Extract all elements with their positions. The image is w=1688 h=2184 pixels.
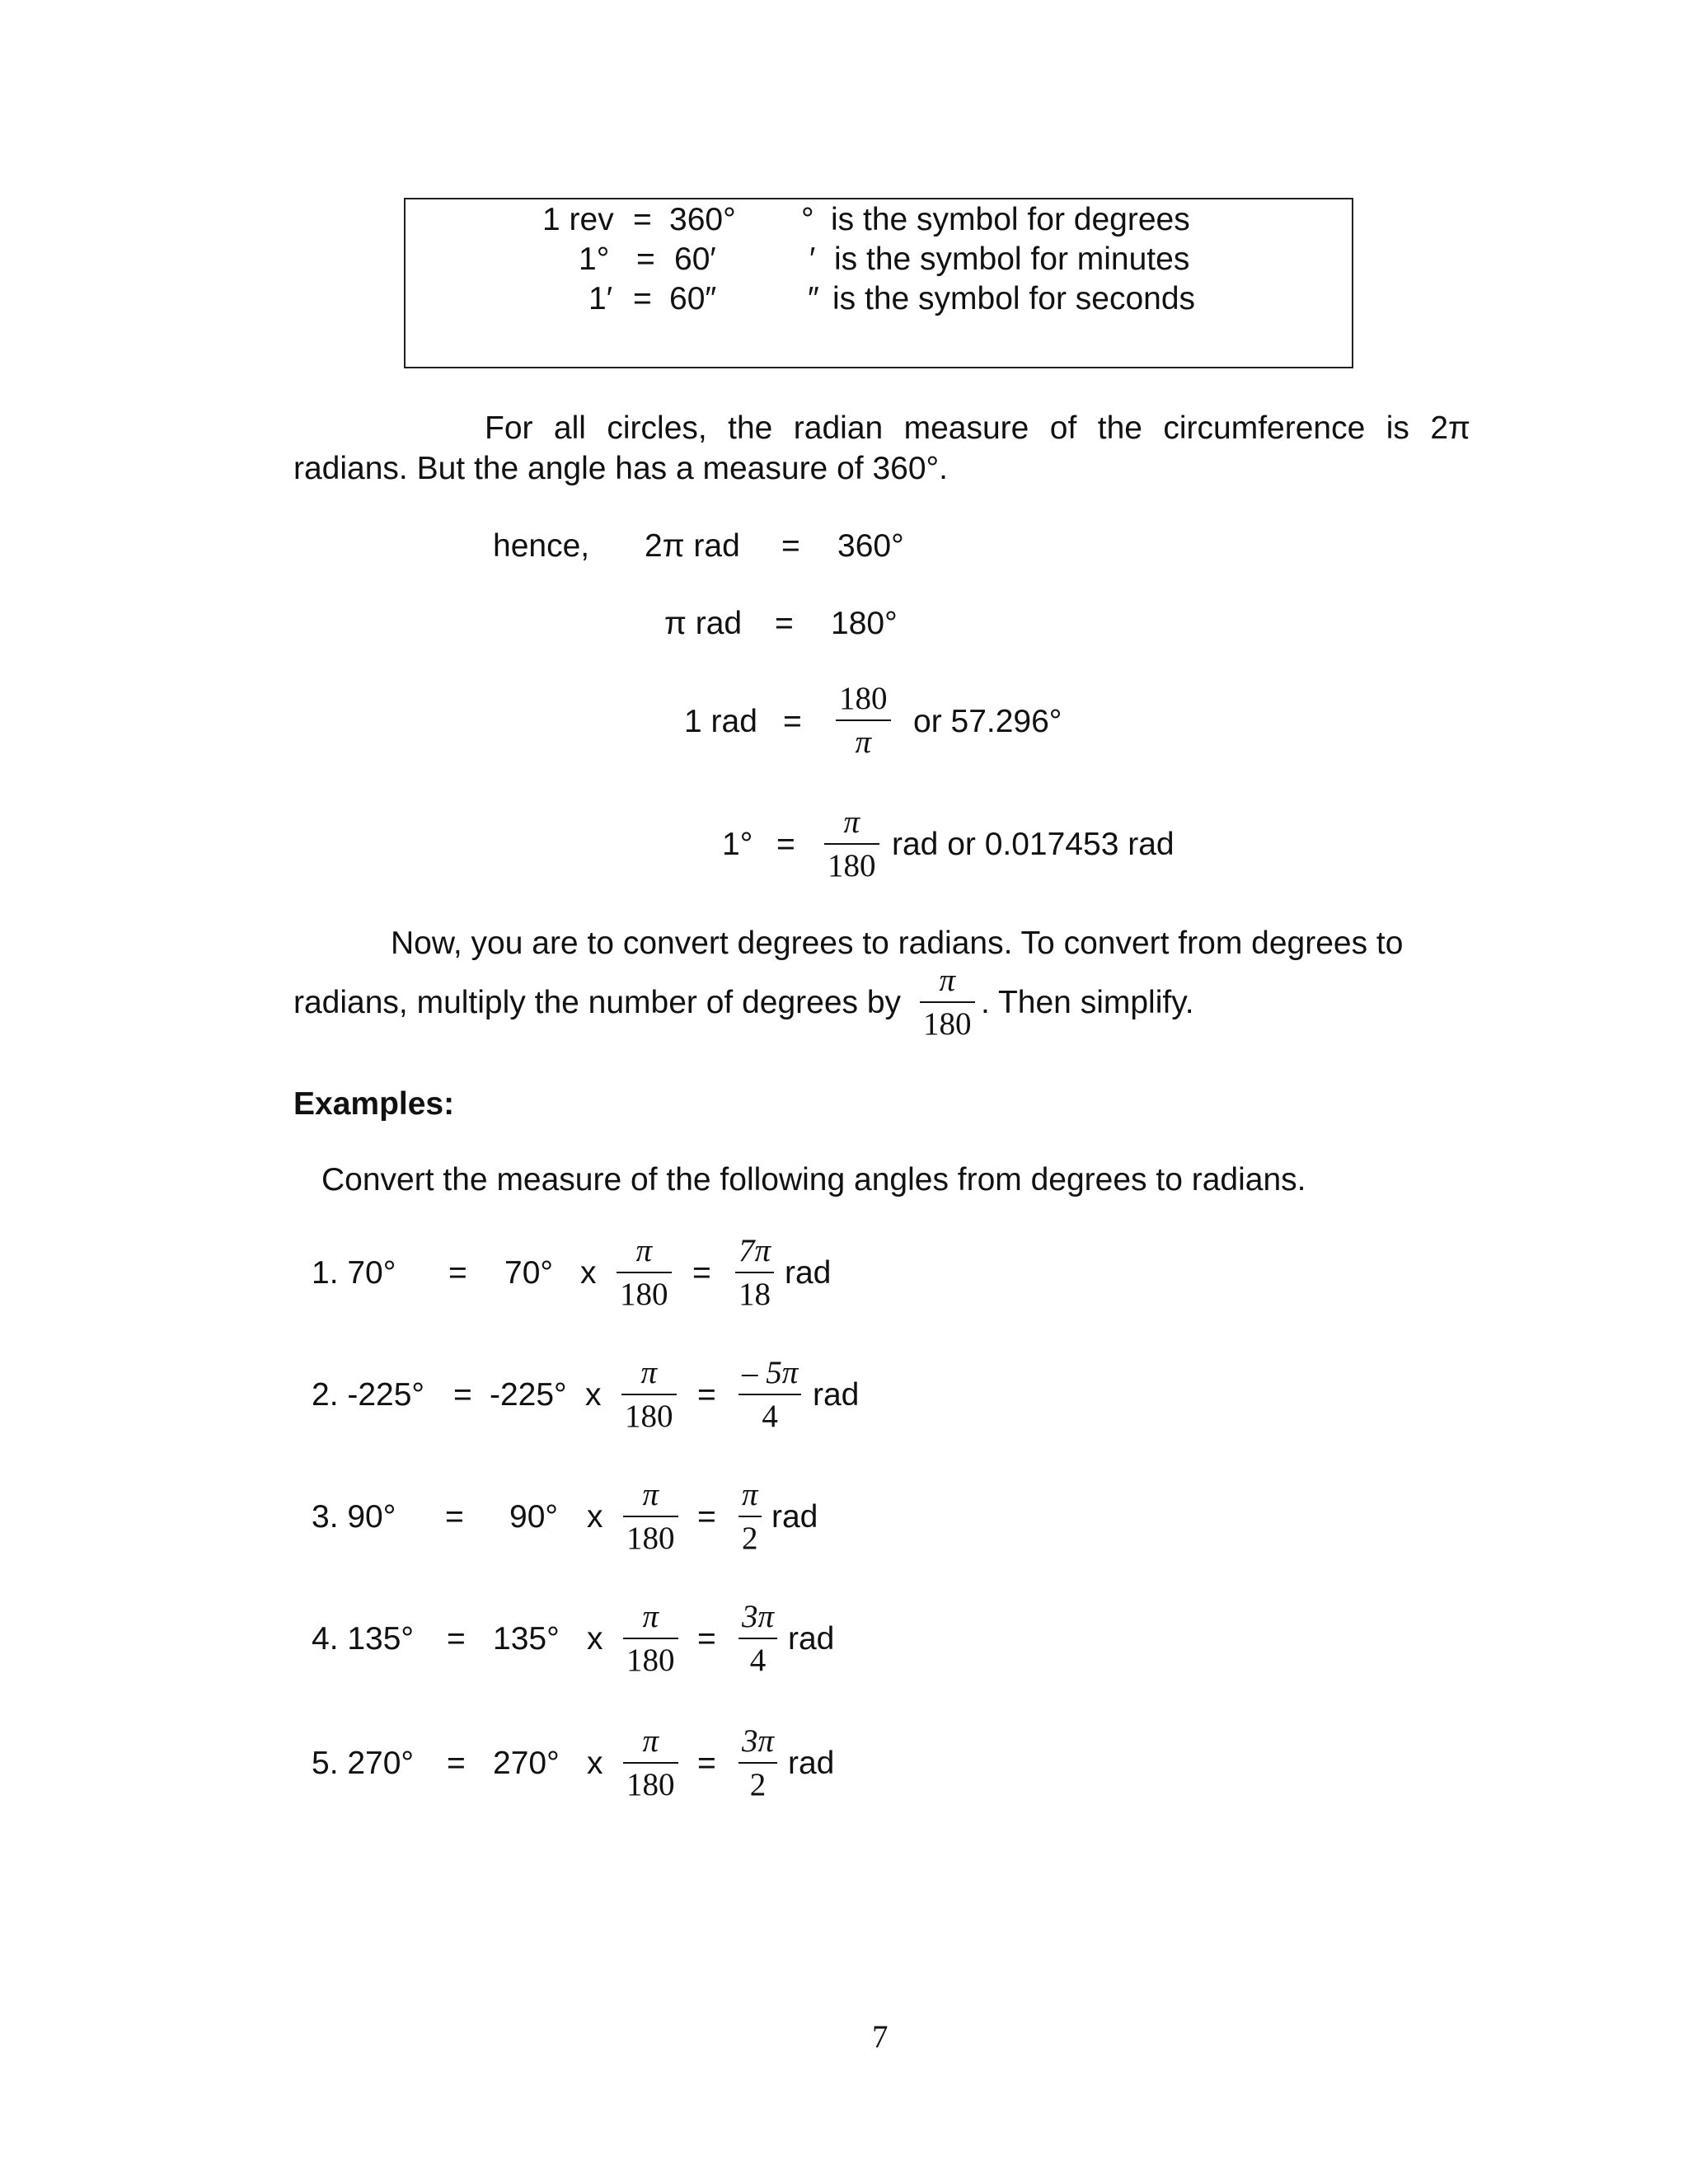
fraction-denominator: 4 [749, 1643, 767, 1678]
example-1-eq2: = [692, 1255, 711, 1291]
box-row-1-right: 360° [669, 202, 736, 237]
fraction-numerator: π [642, 1723, 659, 1759]
box-row-1-eq: = [633, 202, 652, 237]
fraction-numerator: π [843, 804, 860, 840]
example-4-eq1: = [447, 1621, 466, 1657]
intro-line-1 [485, 412, 1470, 444]
example-5-factor [623, 1725, 678, 1801]
intro-word: the [1097, 410, 1142, 446]
fraction-denominator: 2 [742, 1521, 758, 1556]
example-4-times: x [587, 1621, 603, 1657]
example-4-unit: rad [788, 1621, 835, 1657]
deriv-row-3-fraction [836, 682, 891, 758]
example-5-result [738, 1725, 777, 1801]
intro-word: circles, [607, 410, 707, 446]
example-1-unit: rad [785, 1255, 832, 1291]
box-row-1-note: is the symbol for degrees [831, 202, 1190, 237]
example-2-unit: rad [813, 1377, 860, 1413]
example-5-times: x [587, 1746, 603, 1781]
fraction-numerator: – 5π [742, 1355, 799, 1390]
deriv-row-2-eq: = [775, 606, 794, 641]
example-4-result [738, 1601, 777, 1676]
fraction-denominator: 180 [828, 848, 876, 883]
example-3-result [738, 1479, 762, 1554]
fraction-numerator: 3π [742, 1723, 775, 1759]
example-2-eq2: = [697, 1377, 716, 1413]
example-2-eq1: = [453, 1377, 472, 1413]
fraction-denominator: 2 [749, 1767, 767, 1802]
fraction-denominator: 18 [738, 1277, 771, 1312]
box-row-2-note: is the symbol for minutes [834, 241, 1190, 277]
fraction-numerator: π [642, 1477, 659, 1512]
example-2-result [738, 1357, 801, 1432]
deriv-row-2-lhs: π rad [664, 606, 743, 641]
box-row-1-symbol: ° [801, 202, 814, 237]
fraction-denominator: 180 [626, 1767, 675, 1802]
example-5-value: 270° [493, 1746, 560, 1781]
example-3-eq2: = [697, 1499, 716, 1535]
fraction-denominator: 180 [626, 1643, 675, 1678]
fraction-denominator: 180 [923, 1006, 972, 1042]
convert-line-2a: radians, multiply the number of degrees by [293, 985, 902, 1020]
example-5-unit: rad [788, 1746, 835, 1781]
example-5-eq1: = [447, 1746, 466, 1781]
page-number: 7 [872, 2019, 889, 2055]
fraction-numerator: π [635, 1233, 653, 1268]
fraction-numerator: 7π [738, 1233, 771, 1268]
deriv-row-2-rhs: 180° [831, 606, 898, 641]
intro-word: measure [903, 410, 1029, 446]
deriv-row-1-rhs: 360° [837, 528, 904, 564]
fraction-numerator: π [939, 963, 956, 998]
example-1-result [735, 1235, 774, 1310]
deriv-row-3-lhs: 1 rad [684, 704, 757, 739]
deriv-row-1-lhs: 2π rad [645, 528, 740, 564]
fraction-denominator: π [855, 724, 872, 760]
intro-word: the [728, 410, 773, 446]
example-1-value: 70° [504, 1255, 553, 1291]
fraction-denominator: 180 [620, 1277, 668, 1312]
fraction-numerator: π [642, 1599, 659, 1634]
intro-line-2: radians. But the angle has a measure of 360°. [293, 451, 948, 486]
deriv-row-1-eq: = [781, 528, 800, 564]
intro-word: radian [793, 410, 884, 446]
convert-line-2b: . Then simplify. [981, 985, 1194, 1020]
fraction-denominator: 4 [762, 1399, 778, 1434]
example-1-label: 1. 70° [312, 1255, 396, 1291]
fraction-numerator: 180 [839, 681, 888, 716]
example-3-value: 90° [509, 1499, 558, 1535]
box-row-3-note: is the symbol for seconds [832, 281, 1196, 316]
example-4-factor [623, 1601, 678, 1676]
fraction-numerator: π [742, 1477, 758, 1512]
example-3-unit: rad [771, 1499, 818, 1535]
examples-instruction: Convert the measure of the following angles from degrees to radians. [321, 1162, 1306, 1197]
example-5-label: 5. 270° [312, 1746, 415, 1781]
example-2-label: 2. -225° [312, 1377, 425, 1413]
deriv-row-4-eq: = [776, 827, 795, 862]
box-row-2-symbol: ′ [809, 241, 816, 277]
example-3-eq1: = [445, 1499, 464, 1535]
convert-fraction [920, 964, 975, 1040]
example-1-eq1: = [448, 1255, 467, 1291]
fraction-denominator: 180 [626, 1521, 675, 1556]
deriv-row-3-eq: = [783, 704, 802, 739]
box-row-1-left: 1 rev [542, 202, 614, 237]
deriv-row-4-lhs: 1° [722, 827, 753, 862]
fraction-numerator: 3π [742, 1599, 775, 1634]
box-row-2-right: 60′ [674, 241, 716, 277]
example-3-label: 3. 90° [312, 1499, 396, 1535]
example-4-label: 4. 135° [312, 1621, 415, 1657]
intro-word: circumference [1163, 410, 1366, 446]
fraction-numerator: π [640, 1355, 658, 1390]
intro-word: is [1386, 410, 1409, 446]
example-2-times: x [585, 1377, 602, 1413]
example-1-factor [617, 1235, 672, 1310]
deriv-row-4-fraction [824, 806, 879, 882]
box-row-2-left: 1° [579, 241, 610, 277]
intro-word: of [1049, 410, 1077, 446]
box-row-3-right: 60″ [669, 281, 717, 316]
examples-heading: Examples: [293, 1086, 455, 1122]
deriv-row-3-rhs: or 57.296° [913, 704, 1062, 739]
box-row-3-left: 1′ [588, 281, 613, 316]
example-2-factor [621, 1357, 677, 1432]
example-4-eq2: = [697, 1621, 716, 1657]
fraction-denominator: 180 [625, 1399, 673, 1434]
example-3-factor [623, 1479, 678, 1554]
deriv-row-4-rhs: rad or 0.017453 rad [892, 827, 1175, 862]
example-5-eq2: = [697, 1746, 716, 1781]
intro-word: For [485, 410, 533, 446]
box-row-2-eq: = [636, 241, 655, 277]
hence-label: hence, [493, 528, 590, 564]
example-2-value: -225° [490, 1377, 567, 1413]
box-row-3-eq: = [633, 281, 652, 316]
example-3-times: x [587, 1499, 603, 1535]
example-1-times: x [580, 1255, 597, 1291]
intro-word: all [553, 410, 586, 446]
intro-word: 2π [1430, 410, 1470, 446]
box-row-3-symbol: ″ [808, 281, 819, 316]
example-4-value: 135° [493, 1621, 560, 1657]
convert-line-1: Now, you are to convert degrees to radians. To convert from degrees to [391, 926, 1404, 961]
